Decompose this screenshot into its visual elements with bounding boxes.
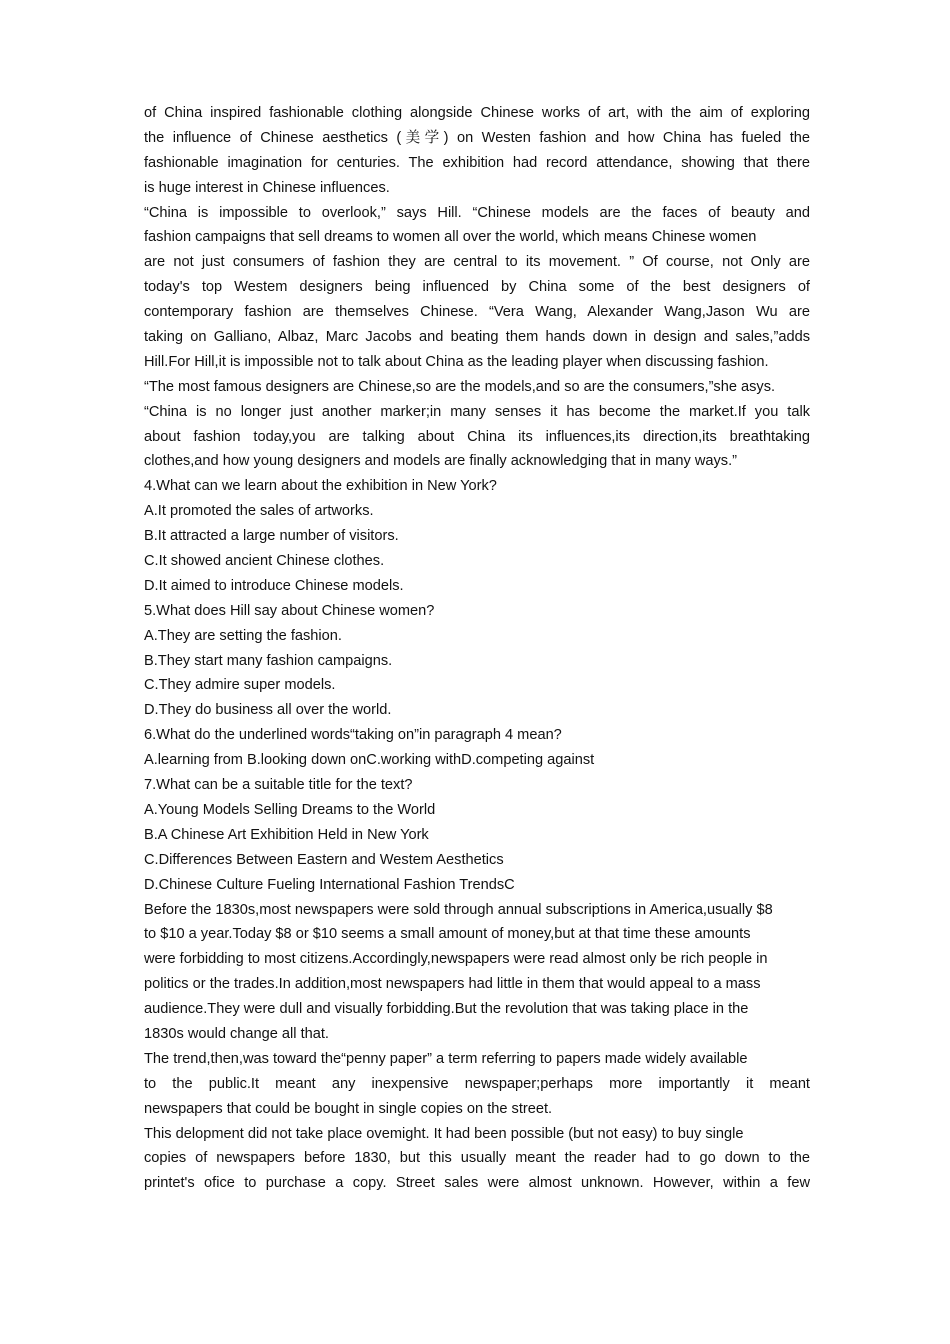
passage1-paragraph-3: [144, 375, 810, 475]
document-page: [144, 101, 810, 1196]
text-line: “China is no longer just another marker;in many senses it has become the market.If you talk: [144, 403, 810, 420]
text-line: fashion campaigns that sell dreams to women all over the world, which means Chinese women: [144, 229, 757, 246]
text-line: were forbidding to most citizens.Accordingly,newspapers were read almost only be rich people in: [144, 951, 768, 968]
text-line: is huge interest in Chinese influences.: [144, 179, 390, 196]
answer-option: A.They are setting the fashion.: [144, 627, 342, 644]
answer-option: D.Chinese Culture Fueling International Fashion TrendsC: [144, 876, 515, 893]
answer-option: D.It aimed to introduce Chinese models.: [144, 577, 404, 594]
text-line: politics or the trades.In addition,most newspapers had little in them that would appeal to a mass: [144, 976, 761, 993]
text-line: about fashion today,you are talking about China its influences,its direction,its breathtaking: [144, 428, 810, 445]
text-line: The trend,then,was toward the“penny paper” a term referring to papers made widely available: [144, 1050, 748, 1067]
text-line: today's top Westem designers being influenced by China some of the best designers of: [144, 279, 810, 296]
question-stem: 4.What can we learn about the exhibition in New York?: [144, 478, 497, 495]
answer-option: C.They admire super models.: [144, 677, 336, 694]
text-line: This delopment did not take place ovemight. It had been possible (but not easy) to buy single: [144, 1125, 744, 1142]
answer-options-inline: A.learning from B.looking down onC.working withD.competing against: [144, 752, 595, 769]
text-line: copies of newspapers before 1830, but this usually meant the reader had to go down to the: [144, 1150, 810, 1167]
question-5: [144, 599, 810, 723]
question-stem: 6.What do the underlined words“taking on”in paragraph 4 mean?: [144, 727, 562, 744]
text-line: Before the 1830s,most newspapers were sold through annual subscriptions in America,usually $8: [144, 901, 773, 918]
answer-option: A.Young Models Selling Dreams to the World: [144, 801, 436, 818]
text-line: taking on Galliano, Albaz, Marc Jacobs and beating them hands down in design and sales,”adds: [144, 329, 810, 346]
text-line: to $10 a year.Today $8 or $10 seems a small amount of money,but at that time these amounts: [144, 926, 751, 943]
question-stem: 7.What can be a suitable title for the text?: [144, 777, 413, 794]
answer-option: D.They do business all over the world.: [144, 702, 392, 719]
text-line: printet's ofice to purchase a copy. Street sales were almost unknown. However, within a few: [144, 1175, 810, 1192]
text-line: clothes,and how young designers and models are finally acknowledging that in many ways.”: [144, 453, 738, 470]
text-line: Hill.For Hill,it is impossible not to talk about China as the leading player when discussing fashion.: [144, 353, 769, 370]
text-line: fashionable imagination for centuries. The exhibition had record attendance, showing that there: [144, 154, 810, 171]
passage1-paragraph-2: [144, 201, 810, 375]
passage2-paragraph-1: [144, 898, 810, 1047]
text-line: contemporary fashion are themselves Chinese. “Vera Wang, Alexander Wang,Jason Wu are: [144, 304, 810, 321]
question-4: [144, 474, 810, 598]
answer-option: C.Differences Between Eastern and Westem Aesthetics: [144, 851, 504, 868]
text-line: audience.They were dull and visually forbidding.But the revolution that was taking place in the: [144, 1001, 749, 1018]
text-line: newspapers that could be bought in single copies on the street.: [144, 1100, 553, 1117]
answer-option: C.It showed ancient Chinese clothes.: [144, 553, 385, 570]
answer-option: A.It promoted the sales of artworks.: [144, 503, 374, 520]
text-line: “China is impossible to overlook,” says Hill. “Chinese models are the faces of beauty and: [144, 204, 810, 221]
answer-option: B.It attracted a large number of visitors.: [144, 528, 399, 545]
question-stem: 5.What does Hill say about Chinese women?: [144, 602, 435, 619]
text-line: the influence of Chinese aesthetics (美学) on Westen fashion and how China has fueled the: [144, 129, 810, 146]
text-line: 1830s would change all that.: [144, 1025, 329, 1042]
passage2-paragraph-3: [144, 1122, 810, 1197]
answer-option: B.A Chinese Art Exhibition Held in New York: [144, 826, 429, 843]
text-line: are not just consumers of fashion they are central to its movement. ” Of course, not Only are: [144, 254, 810, 271]
question-7: [144, 773, 810, 897]
text-line: of China inspired fashionable clothing alongside Chinese works of art, with the aim of exploring: [144, 105, 810, 121]
question-6: [144, 723, 810, 773]
text-line: to the public.It meant any inexpensive newspaper;perhaps more importantly it meant: [144, 1075, 810, 1092]
passage1-paragraph-1: [144, 101, 810, 201]
answer-option: B.They start many fashion campaigns.: [144, 652, 393, 669]
text-line: “The most famous designers are Chinese,so are the models,and so are the consumers,”she asys.: [144, 378, 776, 395]
passage2-paragraph-2: [144, 1047, 810, 1122]
